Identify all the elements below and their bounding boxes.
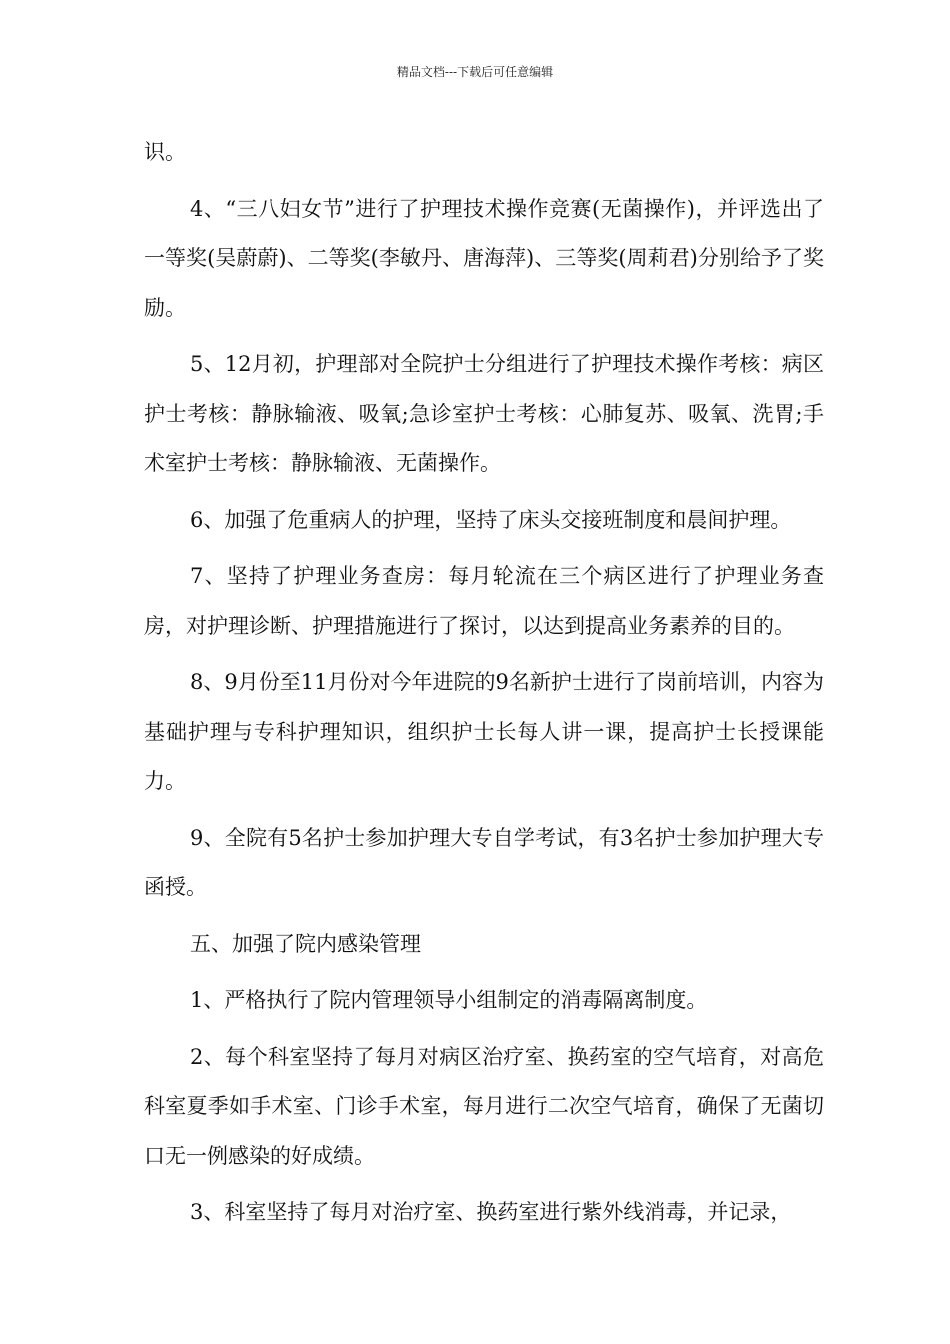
paragraph-item-8: 8、9月份至11月份对今年进院的9名新护士进行了岗前培训，内容为基础护理与专科护理知识，组织护士长每人讲一课，提高护士长授课能力。 — [144, 670, 824, 793]
paragraph-item-9: 9、全院有5名护士参加护理大专自学考试，有3名护士参加护理大专函授。 — [144, 825, 824, 899]
paragraph-section5-item-3: 3、科室坚持了每月对治疗室、换药室进行紫外线消毒，并记录， — [190, 1200, 792, 1224]
paragraph-item-4: 4、“三八妇女节”进行了护理技术操作竞赛(无菌操作)，并评选出了一等奖(吴蔚蔚)、二等奖(李敏丹、唐海萍)、三等奖(周莉君)分别给予了奖励。 — [144, 196, 824, 320]
paragraph-continuation: 识。 — [144, 140, 186, 164]
paragraph-section5-item-2: 2、每个科室坚持了每月对病区治疗室、换药室的空气培育，对高危科室夏季如手术室、门诊手术室，每月进行二次空气培育，确保了无菌切口无一例感染的好成绩。 — [144, 1044, 824, 1168]
paragraph-item-5: 5、12月初，护理部对全院护士分组进行了护理技术操作考核：病区护士考核：静脉输液、吸氧;急诊室护士考核：心肺复苏、吸氧、洗胃;手术室护士考核：静脉输液、无菌操作。 — [144, 352, 824, 475]
section-heading-5: 五、加强了院内感染管理 — [190, 931, 421, 956]
paragraph-item-7: 7、坚持了护理业务查房：每月轮流在三个病区进行了护理业务查房，对护理诊断、护理措施进行了探讨，以达到提高业务素养的目的。 — [144, 564, 824, 638]
paragraph-item-6: 6、加强了危重病人的护理，坚持了床头交接班制度和晨间护理。 — [190, 507, 792, 532]
paragraph-section5-item-1: 1、严格执行了院内管理领导小组制定的消毒隔离制度。 — [190, 988, 708, 1012]
document-body — [144, 128, 824, 1238]
page-header: 精品文档---下载后可任意编辑 — [396, 65, 554, 79]
